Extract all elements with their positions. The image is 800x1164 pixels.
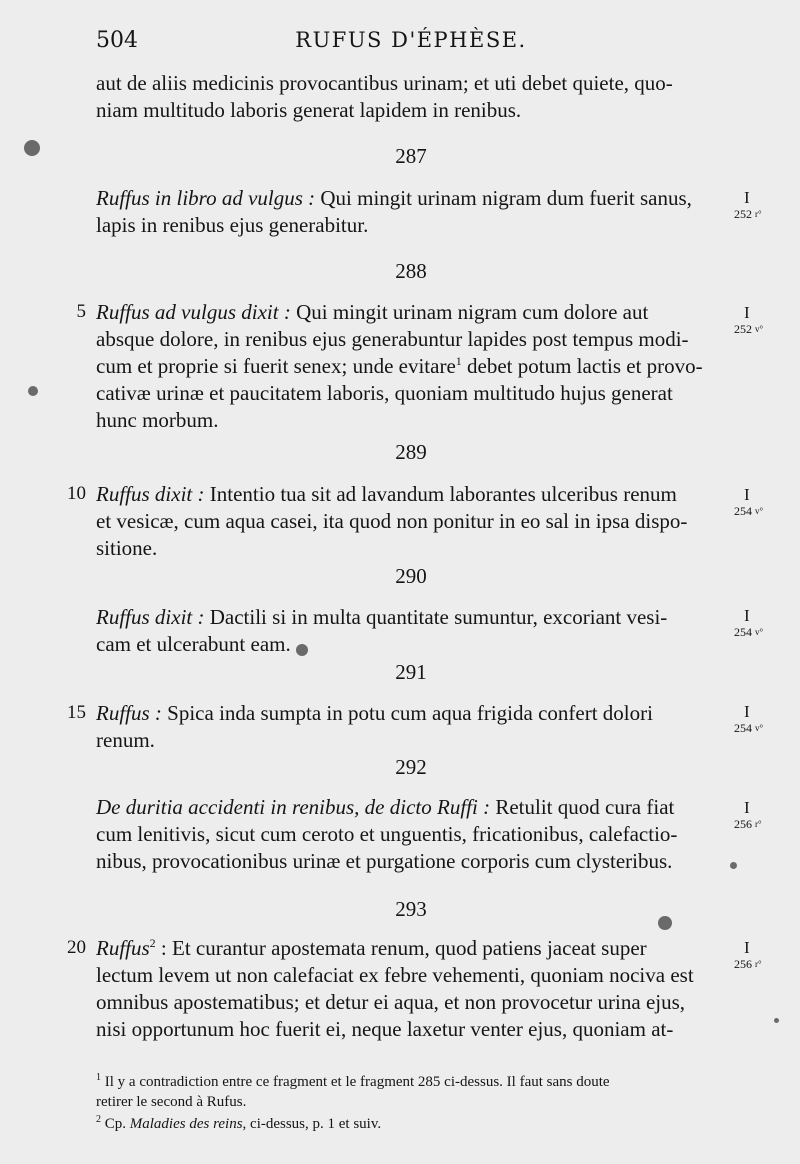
ref-volume: I	[744, 938, 750, 957]
page-number: 504	[96, 28, 138, 53]
fragment-292	[96, 794, 726, 875]
ink-speck	[730, 862, 737, 869]
footnote-number: 1	[96, 1072, 101, 1083]
fragment-lead: Ruffus ad vulgus dixit :	[96, 300, 291, 324]
text-line: nisi opportunum hoc fuerit ei, neque laxetur venter ejus, quoniam at-	[96, 1017, 674, 1041]
footnote-text: Cp.	[101, 1116, 130, 1132]
footnote-title: Maladies des reins	[129, 1116, 243, 1132]
text-line: cativæ urinæ et paucitatem laboris, quoniam multitudo hujus generat	[96, 381, 673, 405]
fragment-number: 287	[395, 144, 427, 168]
text-line: cum lenitivis, sicut cum ceroto et unguentis, fricationibus, calefactio-	[96, 822, 678, 846]
text-line: cam et ulcerabunt eam.	[96, 632, 291, 656]
manuscript-ref	[734, 305, 763, 337]
ref-volume: I	[744, 702, 750, 721]
manuscript-ref	[734, 190, 762, 222]
fragment-number: 290	[395, 564, 427, 588]
footnote-text: Il y a contradiction entre ce fragment et le fragment 285 ci-dessus. Il faut sans doute	[101, 1074, 610, 1090]
fragment-291	[96, 700, 726, 754]
fragment-287	[96, 185, 726, 239]
text-line: : Et curantur apostemata renum, quod patiens jaceat super	[155, 936, 647, 960]
ref-folio: 254	[734, 504, 752, 518]
text-line: Qui mingit urinam nigram cum dolore aut	[290, 300, 649, 324]
ref-volume: I	[744, 606, 750, 625]
footnote-mark: 1	[455, 354, 462, 368]
fragment-lead: Ruffus :	[96, 701, 162, 725]
footnote-text: , ci-dessus, p. 1 et suiv.	[242, 1116, 382, 1132]
ref-side: v°	[755, 627, 764, 637]
ref-volume: I	[744, 188, 750, 207]
footnote-2	[96, 1114, 726, 1134]
manuscript-ref	[734, 704, 763, 736]
text-line: lectum levem ut non calefaciat ex febre vehementi, quoniam nociva est	[96, 963, 694, 987]
text-line: aut de aliis medicinis provocantibus urinam; et uti debet quiete, quo-	[96, 71, 673, 95]
ref-side: r°	[755, 959, 762, 969]
text-line: lapis in renibus ejus generabitur.	[96, 213, 369, 237]
text-line: et vesicæ, cum aqua casei, ita quod non ponitur in eo sal in ipsa dispo-	[96, 509, 688, 533]
ref-folio: 252	[734, 322, 752, 336]
opening-paragraph	[96, 70, 726, 124]
running-title: RUFUS D'ÉPHÈSE.	[295, 28, 527, 52]
manuscript-ref	[734, 608, 763, 640]
footnote-text: retirer le second à Rufus.	[96, 1094, 247, 1110]
ref-volume: I	[744, 303, 750, 322]
ref-side: r°	[755, 209, 762, 219]
ref-folio: 252	[734, 207, 752, 221]
text-line: absque dolore, in renibus ejus generabuntur lapides post tempus modi-	[96, 327, 689, 351]
text-line: Intentio tua sit ad lavandum laborantes ulceribus renum	[204, 482, 677, 506]
ref-side: v°	[755, 506, 764, 516]
fragment-290	[96, 604, 726, 658]
footnote-number: 2	[96, 1114, 101, 1125]
ink-speck	[774, 1018, 779, 1023]
text-line: Spica inda sumpta in potu cum aqua frigida confert dolori	[161, 701, 653, 725]
line-number: 10	[67, 483, 86, 504]
text-line: cum et proprie si fuerit senex; unde evitare	[96, 354, 456, 378]
ref-folio: 256	[734, 957, 752, 971]
text-line: debet potum lactis et provo-	[461, 354, 703, 378]
line-number: 15	[67, 702, 86, 723]
text-line: nibus, provocationibus urinæ et purgatione corporis cum clysteribus.	[96, 849, 673, 873]
ref-folio: 256	[734, 817, 752, 831]
ref-side: v°	[755, 324, 764, 334]
footnote-1	[96, 1072, 726, 1112]
ref-volume: I	[744, 798, 750, 817]
binding-hole	[28, 386, 38, 396]
text-line: hunc morbum.	[96, 408, 219, 432]
fragment-lead: Ruffus dixit :	[96, 605, 205, 629]
fragment-289	[96, 481, 726, 562]
text-line: Qui mingit urinam nigram dum fuerit sanus,	[315, 186, 692, 210]
fragment-number: 292	[395, 755, 427, 779]
fragment-number: 289	[395, 440, 427, 464]
binding-hole	[24, 140, 40, 156]
fragment-number: 293	[395, 897, 427, 921]
fragment-number: 291	[395, 660, 427, 684]
text-line: Retulit quod cura fiat	[490, 795, 675, 819]
fragment-293	[96, 935, 726, 1043]
manuscript-ref	[734, 487, 763, 519]
text-line: sitione.	[96, 536, 158, 560]
text-line: niam multitudo laboris generat lapidem in renibus.	[96, 98, 522, 122]
text-line: Dactili si in multa quantitate sumuntur, excoriant vesi-	[204, 605, 668, 629]
ref-folio: 254	[734, 721, 752, 735]
text-line: omnibus apostematibus; et detur ei aqua, et non provocetur urina ejus,	[96, 990, 686, 1014]
manuscript-ref	[734, 940, 762, 972]
fragment-lead: Ruffus dixit :	[96, 482, 205, 506]
manuscript-ref	[734, 800, 762, 832]
ref-side: r°	[755, 819, 762, 829]
ref-volume: I	[744, 485, 750, 504]
footnote-mark: 2	[149, 936, 156, 950]
page-header	[96, 28, 726, 62]
ref-side: v°	[755, 723, 764, 733]
text-line: renum.	[96, 728, 155, 752]
line-number: 5	[76, 301, 86, 322]
fragment-lead: Ruffus in libro ad vulgus :	[96, 186, 316, 210]
line-number: 20	[67, 937, 86, 958]
fragment-288	[96, 299, 726, 434]
ref-folio: 254	[734, 625, 752, 639]
fragment-number: 288	[395, 259, 427, 283]
fragment-lead: De duritia accidenti in renibus, de dicto Ruffi :	[96, 795, 491, 819]
fragment-lead: Ruffus	[96, 936, 150, 960]
